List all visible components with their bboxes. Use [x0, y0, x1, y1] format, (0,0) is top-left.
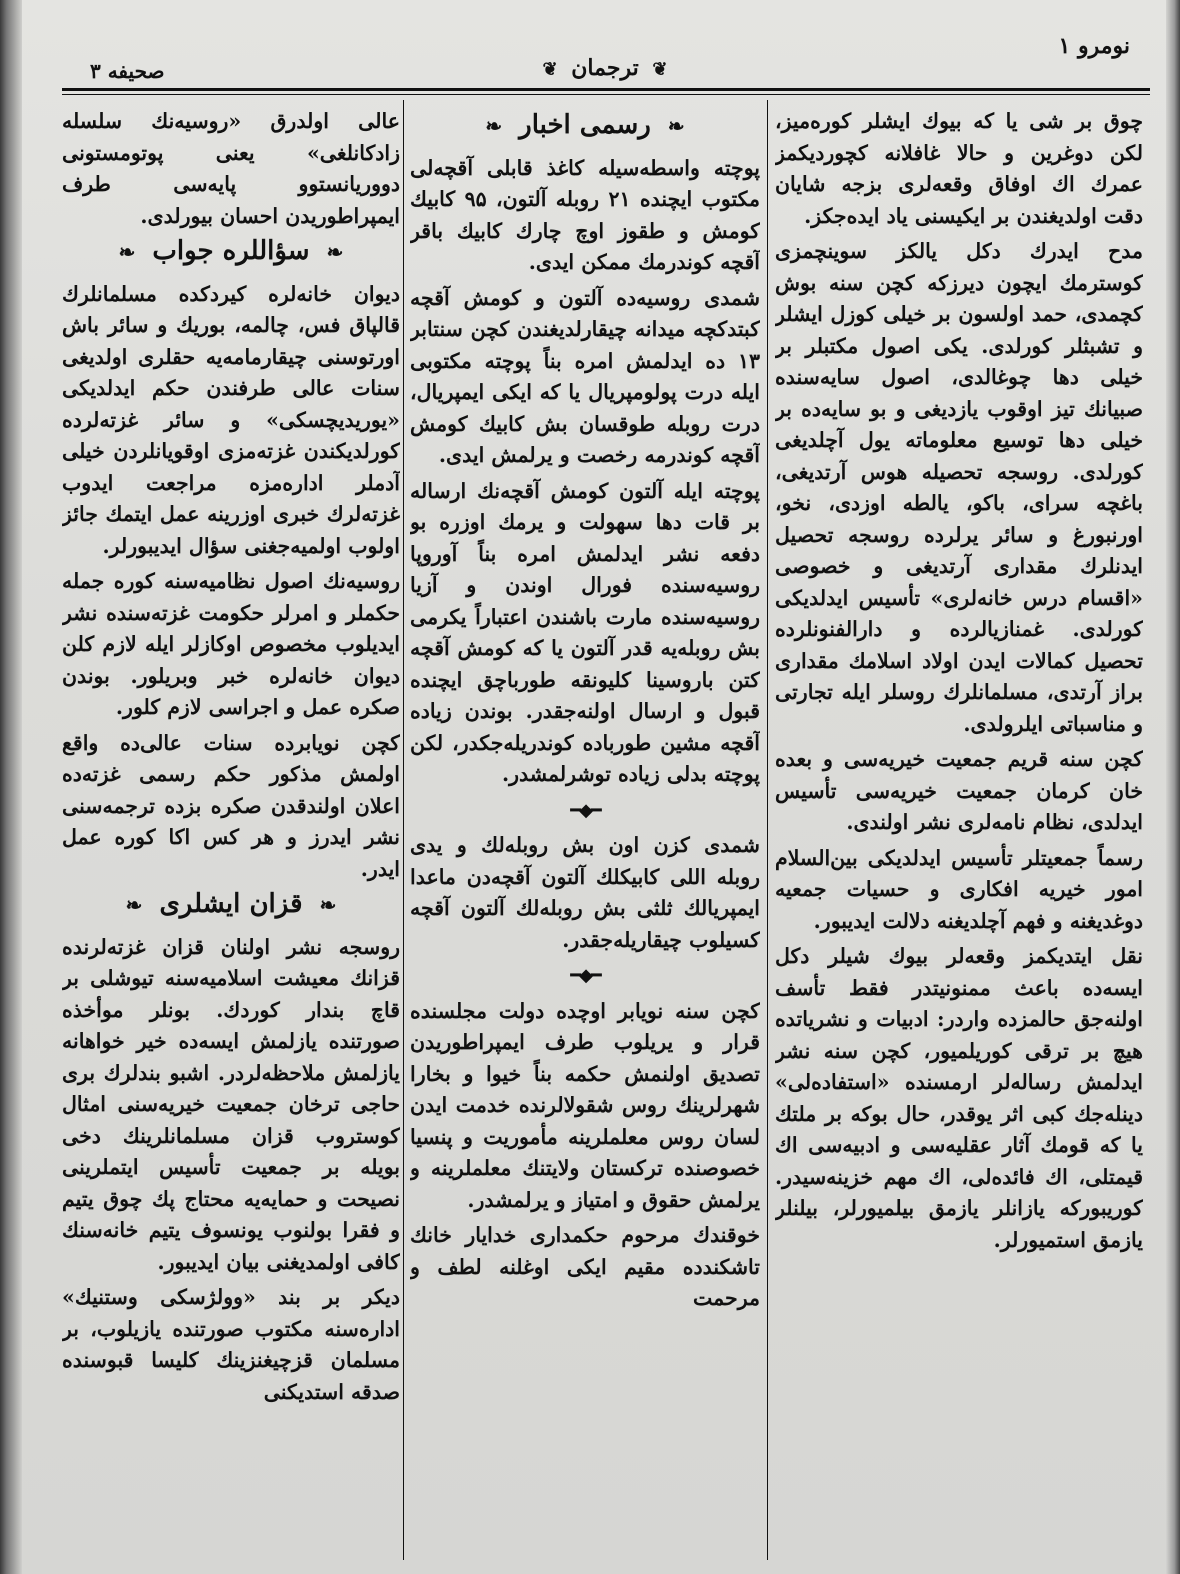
paragraph: کچن سنه قریم جمعیت خیریه‌سی و بعده خان کرمان جمعیت خیریه‌سی تأسیس ایدلدی، نظام نامه‌لری نشر اولندی.	[775, 747, 1143, 834]
separator: ━◆━	[570, 799, 600, 821]
column-divider	[767, 100, 768, 1560]
left-column	[62, 106, 400, 1556]
paragraph: رسماً جمعیتلر تأسیس ایدلدیکی بین‌السلام امور خیریه افکاری و حسیات جمعیه دوغدیغنه و فهم آچلدیغنه دلالت ایدیبور.	[775, 845, 1143, 933]
right-column	[775, 106, 1143, 1556]
ornament-icon: ❧	[125, 893, 143, 917]
scan-right-edge	[1166, 0, 1180, 1574]
paragraph: عالی اولدرق «روسیه‌نك سلسله زادکانلغی» یعنی پوتومستونی دووریانستوو پایه‌سی طرف ایمپراطوریدن احسان بیورلدی.	[62, 109, 400, 228]
heading-text: سؤاللره جواب	[152, 236, 310, 266]
paragraph: نقل ایتدیکمز وقعه‌لر بیوك شیلر دکل ایسه‌ده باعث ممنونیتدر فقط تأسف اولنه‌جق حالمزده واردر: ادبیات و نشریاتده هیچ بر ترقی کوریلمیور، کچن سنه نشر ایدلمش رساله‌لر ارمسنده «استفاده‌لی» دینله‌جك کبی اثر یوقدر، حال بوکه بر ملتك یا که قومك آثار عقلیه‌سی و ادبیه‌سی اك قیمتلی، اك فائده‌لی، اك مهم خزینه‌سیدر. کوریبورکه یازانلر یازمق بیلمیورلر، بیلنلر یازمق استمیورلر.	[775, 944, 1143, 1252]
column-divider	[403, 100, 404, 1560]
paragraph: روسجه نشر اولنان قزان غزته‌لرنده قزانك معیشت اسلامیه‌سنه تیوشلی بر قاچ بندار کوردك. بونلر موأخذه صورتنده یازلمش ایسه‌ده خیر خواهانه یازلمش ملاحظه‌لردر. اشبو بندلرك بری حاجی ترخان جمعیت خیریه‌سنی امثال کوستروب قزان مسلمانلرینك دخی بویله بر جمعیت تأسیس ایتملرینی نصیحت و حمایه‌یه محتاج پك چوق یتیم و فقرا بولنوب یونسوف یتیم خانه‌سنك کافی اولمدیغنی بیان ایدیبور.	[62, 934, 400, 1274]
issue-number: نومرو ۱	[1058, 33, 1130, 59]
paragraph: شمدی کزن اون بش روبله‌لك و یدی روبله اللی کابیکلك آلتون آقچه‌دن ماعدا ایمپریالك ثلثی بش روبله‌لك آلتون آقچه کسیلوب چیقاریله‌جقدر.	[410, 833, 760, 952]
section-heading	[410, 110, 760, 143]
paragraph: دیکر بر بند «وولژسکی وستنیك» اداره‌سنه مکتوب صورتنده یازیلوب، بر مسلمان قزچیغنزینك کلیسا قبوسنده صدقه استدیکنی	[62, 1285, 400, 1404]
heading-text: رسمی اخبار	[519, 110, 651, 140]
ornament-icon: ❧	[485, 114, 503, 138]
scan-left-edge	[0, 0, 22, 1574]
paragraph: شمدی روسیه‌ده آلتون و کومش آقچه کبتدکچه میدانه چیقارلدیغندن کچن سنتابر ۱۳ ده ایدلمش امره بناً پوچته مکتوبی ایله درت پولومپریال یا که ایکی ایمپریال، درت روبله طوقسان بش کابیك کومش آقچه کوندرمه رخصت و یرلمش ایدی.	[410, 285, 760, 467]
paragraph: پوچته ایله آلتون کومش آقچه‌نك ارساله بر قات دها سهولت و یرمك اوزره بو دفعه نشر ایدلمش امره بناً آوروپا روسیه‌سنده فورال اوندن و آزیا روسیه‌سنده مارت باشندن اعتباراً یکرمی بش روبله‌یه قدر آلتون یا که کومش آقچه کتن باروسینا کلیونقه طوربا‌چق ایچنده قبول و ارسال اولنه‌جقدر. بوندن زیاده آقچه مشین طورباده کوندریله‌جکدر، لکن پوچته بدلی زیاده توشرلمشدر.	[410, 478, 760, 786]
paragraph: مدح ایدرك دکل یالکز سوینچمزی کوسترمك ایچون دیرزکه کچن سنه بوش کچمدی، حمد اولسون بر خیلی کوزل ایشلر و تشبثلر کورلدی. یکی اصول مکتبلر بر خیلی دها چوغالدی، اصول سایه‌سنده صبیانك تیز اوقوب یازدیغی و بو سایه‌ده بر خیلی دها توسیع معلوماته یول آچلدیغی کورلدی. روسجه تحصیله هوس آرتدیغی، باغچه سرای، باکو، یالطه اوزدی، نخو، اورنبورغ و سائر یرلرده روسجه تحصیل ایدنلرك مقداری آرتدیغی و خصوصی «اقسام درس خانه‌لری» تأسیس ایدلدیکی کورلدی. غمنازیالرده و دارالفنونلرده تحصیل کمالات ایدن اولاد اسلامك مقداری براز آرتدی، مسلمانلرك روسلر ایله تجارتی و مناسباتی ایلرولدی.	[775, 239, 1143, 736]
section-heading	[62, 236, 400, 269]
separator: ━◆━	[570, 965, 600, 986]
heading-text: قزان ایشلری	[159, 889, 303, 919]
ornament-icon: ❧	[118, 240, 136, 264]
ornament-icon: ❧	[319, 893, 337, 917]
paragraph: روسیه‌نك اصول نظامیه‌سنه کوره جمله حکملر و امرلر حکومت غزته‌سنده نشر ایدیلوب مخصوص اوکازلر ایله لازم کلن دیوان خانه‌لره خبر وبریلور. بوندن صکره عمل و اجراسی لازم کلور.	[62, 569, 400, 719]
section-heading	[62, 889, 400, 922]
ornament-icon: ❦	[542, 59, 558, 80]
header-rule	[62, 88, 1150, 91]
middle-column	[410, 106, 760, 1556]
header-rule-thin	[62, 94, 1150, 95]
ornament-icon: ❧	[667, 114, 685, 138]
paragraph: خوقندك مرحوم حکمداری خدایار خانك تاشکندده مقیم ایکی اوغلنه لطف و مرحمت	[410, 1223, 760, 1310]
page-number: صحيفه ۳	[90, 59, 165, 83]
paragraph: کچن سنه نویابر اوچده دولت مجلسنده قرار و یریلوب طرف ایمپراطوریدن تصدیق اولنمش حکمه بناً خیوا و بخارا شهرلرینك روس شقولالرنده خدمت ایدن لسان روس معلملرینه مأموریت و پنسیا خصوصنده ترکستان ولایتنك معلملرینه و یرلمش حقوق و امتیاز و یرلمشدر.	[410, 998, 760, 1212]
paper-title: ترجمان	[571, 55, 639, 81]
page-header	[60, 25, 1150, 85]
ornament-icon: ❧	[326, 240, 344, 264]
paragraph: کچن نویابرده سنات عالی‌ده واقع اولمش مذکور حکم رسمی غزته‌ده اعلان اولندقدن صکره بزده ترجمه‌سنی نشر ایدرز و هر کس اکا کوره عمل ایدر.	[62, 730, 400, 881]
paragraph: چوق بر شی یا که بیوك ایشلر کوره‌میز، لکن دوغرین و حالا غافلانه کچوردیکمز عمرك اك اوفاق وقعه‌لری بزجه شایان دقت اولدیغندن بر ایکیسنی یاد ایده‌جکز.	[775, 109, 1143, 228]
paragraph: پوچته واسطه‌سیله کاغذ قابلی آقچه‌لی مکتوب ایچنده ۲۱ روبله آلتون، ۹۵ کابیك کومش و طقوز اوچ چارك کابیك باقر آقچه کوندرمك ممکن ایدی.	[410, 155, 760, 274]
ornament-icon: ❦	[652, 59, 668, 80]
masthead	[60, 55, 1150, 81]
paragraph: دیوان خانه‌لره کیردکده مسلمانلرك قالپاق فس، چالمه، بوریك و سائر باش اورتوسنی چیقارمامه‌یه حقلری اولدیغی سنات عالی طرفندن حکم ایدلدیکی «یوریدیچسکی» و سائر غزته‌لرده کورلدیکندن غزته‌مزی اوقویانلردن خیلی آدملر اداره‌مزه مراجعت ایدوب غزته‌لرك خبری اوزرینه عمل ایتمك جائز اولوب اولمیه‌جغنی سؤال ایدیبورلر.	[62, 281, 400, 558]
